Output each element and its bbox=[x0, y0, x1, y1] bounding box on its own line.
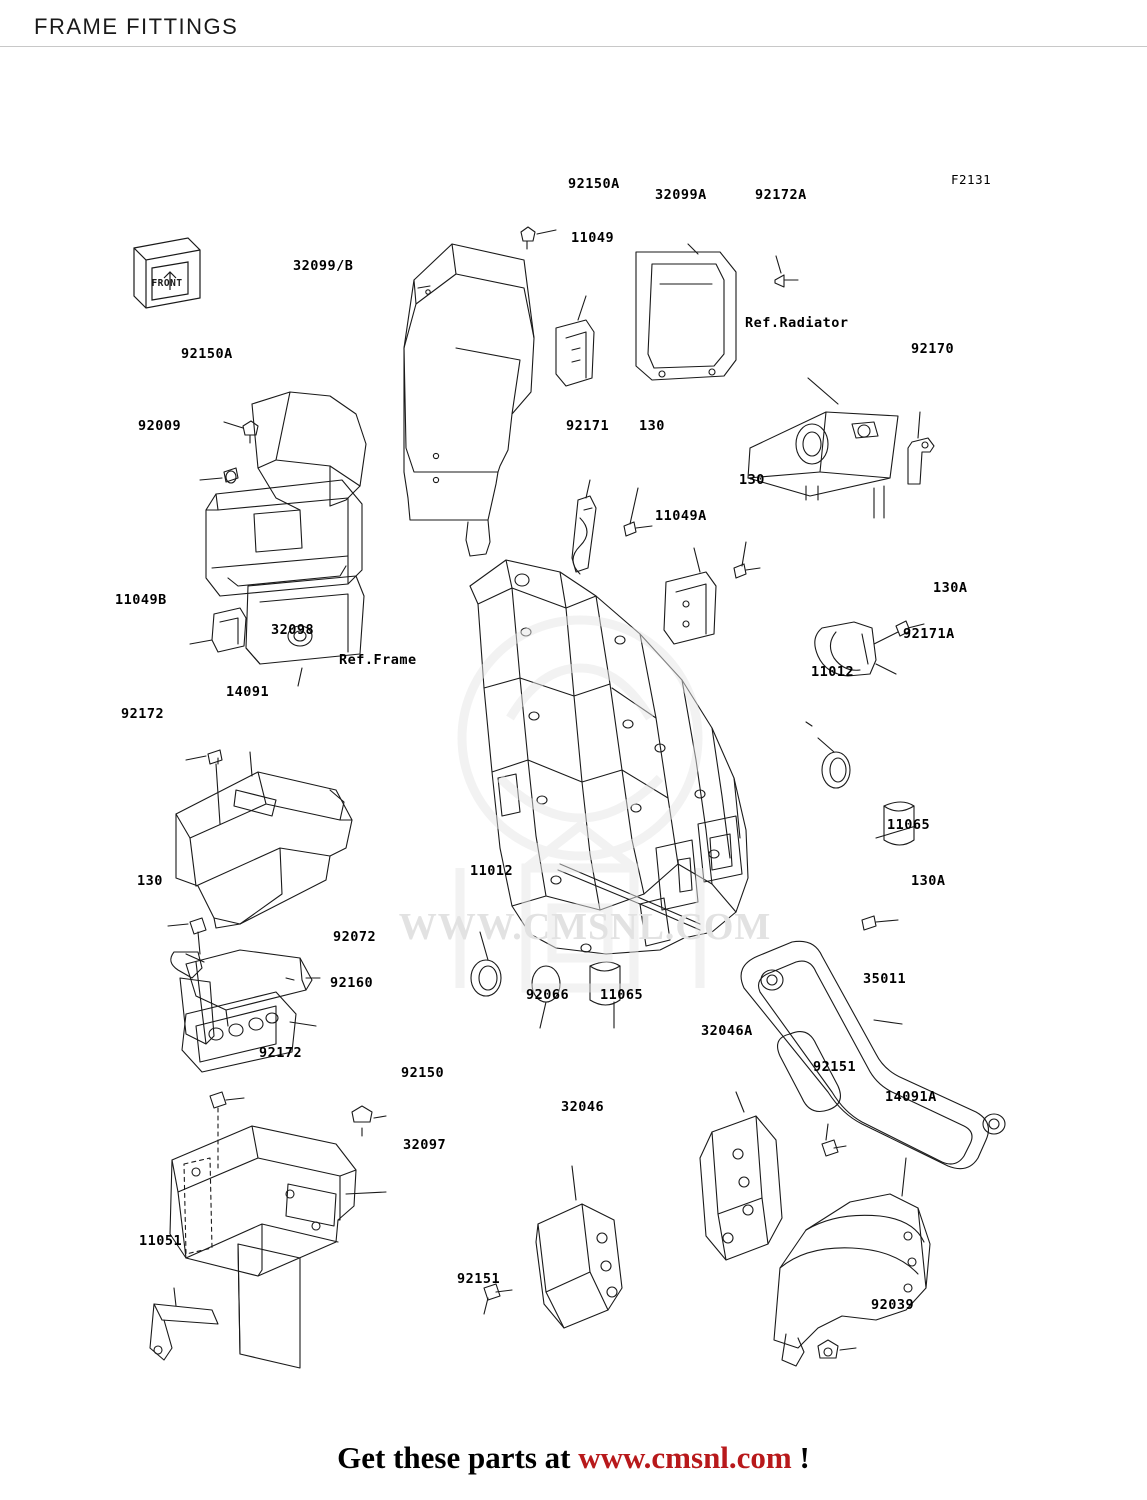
part-label-92172-a: 92172 bbox=[121, 706, 165, 722]
part-label-92171A: 92171A bbox=[903, 626, 955, 642]
watermark-text: WWW.CMSNL.COM bbox=[398, 906, 772, 948]
part-label-11051: 11051 bbox=[139, 1233, 183, 1249]
footer-site-link[interactable]: www.cmsnl.com bbox=[578, 1440, 792, 1475]
part-label-11065-a: 11065 bbox=[887, 817, 931, 833]
part-label-32099A: 32099A bbox=[655, 187, 707, 203]
part-label-92172A: 92172A bbox=[755, 187, 807, 203]
part-label-92150A-top: 92150A bbox=[568, 176, 620, 192]
part-label-92039: 92039 bbox=[871, 1297, 915, 1313]
part-label-92160: 92160 bbox=[330, 975, 374, 991]
part-label-35011: 35011 bbox=[863, 971, 907, 987]
figure-code: F2131 bbox=[951, 172, 992, 187]
part-label-11049A: 11049A bbox=[655, 508, 707, 524]
part-label-14091A: 14091A bbox=[885, 1089, 937, 1105]
part-label-92066: 92066 bbox=[526, 987, 570, 1003]
part-label-11065-b: 11065 bbox=[600, 987, 644, 1003]
part-label-32098: 32098 bbox=[271, 622, 315, 638]
part-label-130-a: 130 bbox=[639, 418, 665, 434]
parts-diagram bbox=[0, 48, 1147, 1438]
part-label-92072: 92072 bbox=[333, 929, 377, 945]
part-label-92150A-left: 92150A bbox=[181, 346, 233, 362]
part-label-11012-a: 11012 bbox=[811, 664, 855, 680]
footer-tail: ! bbox=[791, 1440, 810, 1475]
part-label-92009: 92009 bbox=[138, 418, 182, 434]
title-divider bbox=[0, 46, 1147, 47]
part-label-32097: 32097 bbox=[403, 1137, 447, 1153]
footer-cta bbox=[0, 1440, 1147, 1476]
part-label-92150: 92150 bbox=[401, 1065, 445, 1081]
part-label-11012-b: 11012 bbox=[470, 863, 514, 879]
part-label-130-b: 130 bbox=[739, 472, 765, 488]
part-label-92171: 92171 bbox=[566, 418, 610, 434]
part-label-32046A: 32046A bbox=[701, 1023, 753, 1039]
front-direction-badge bbox=[130, 234, 204, 312]
page-title: FRAME FITTINGS bbox=[34, 14, 239, 39]
part-label-92170: 92170 bbox=[911, 341, 955, 357]
part-label-32099B: 32099/B bbox=[293, 258, 354, 274]
reference-frame: Ref.Frame bbox=[339, 652, 417, 668]
part-label-92172-b: 92172 bbox=[259, 1045, 303, 1061]
part-label-130A-a: 130A bbox=[933, 580, 968, 596]
part-label-11049B: 11049B bbox=[115, 592, 167, 608]
part-label-92151-a: 92151 bbox=[813, 1059, 857, 1075]
part-label-32046: 32046 bbox=[561, 1099, 605, 1115]
part-label-11049: 11049 bbox=[571, 230, 615, 246]
part-label-130-c: 130 bbox=[137, 873, 163, 889]
front-badge-text: FRONT bbox=[151, 278, 183, 289]
part-label-14091: 14091 bbox=[226, 684, 270, 700]
part-label-130A-b: 130A bbox=[911, 873, 946, 889]
footer-lead: Get these parts at bbox=[337, 1440, 579, 1475]
part-label-92151-b: 92151 bbox=[457, 1271, 501, 1287]
reference-radiator: Ref.Radiator bbox=[745, 315, 849, 331]
